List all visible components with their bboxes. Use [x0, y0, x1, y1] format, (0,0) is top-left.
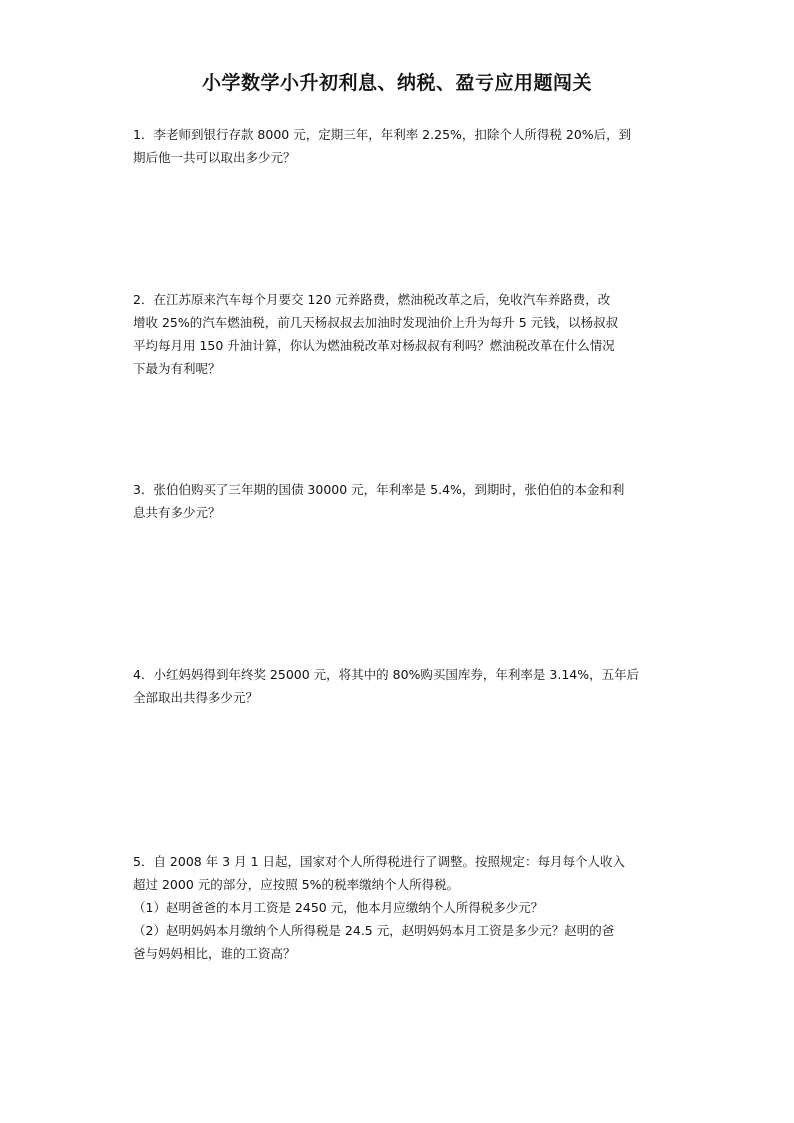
- document-title: 小学数学小升初利息、纳税、盈亏应用题闯关: [201, 72, 592, 94]
- question-2: [133, 288, 663, 380]
- question-3-line-2: 息共有多少元？: [133, 505, 221, 520]
- question-3: [133, 478, 663, 524]
- question-4: [133, 663, 663, 709]
- question-2-line-3: 平均每月用 150 升油计算，你认为燃油税改革对杨叔叔有利吗？燃油税改革在什么情况: [133, 338, 615, 353]
- question-5-line-1: 5．自 2008 年 3 月 1 日起，国家对个人所得税进行了调整。按照规定：每月每个人收入: [133, 854, 626, 869]
- question-5-sub-2-continued: 爸与妈妈相比，谁的工资高？: [133, 946, 296, 961]
- question-1-line-1: 1．李老师到银行存款 8000 元，定期三年，年利率 2.25%，扣除个人所得税 20%后，到: [133, 127, 632, 142]
- question-5-line-2: 超过 2000 元的部分，应按照 5%的税率缴纳个人所得税。: [133, 877, 460, 892]
- question-5-sub-1: （1）赵明爸爸的本月工资是 2450 元，他本月应缴纳个人所得税多少元？: [133, 900, 544, 915]
- question-2-line-2: 增收 25%的汽车燃油税，前几天杨叔叔去加油时发现油价上升为每升 5 元钱，以杨叔叔: [133, 315, 619, 330]
- question-2-line-4: 下最为有利呢？: [133, 361, 221, 376]
- question-4-line-2: 全部取出共得多少元？: [133, 690, 259, 705]
- question-3-line-1: 3．张伯伯购买了三年期的国债 30000 元，年利率是 5.4%，到期时，张伯伯的本金和利: [133, 482, 625, 497]
- question-2-line-1: 2．在江苏原来汽车每个月要交 120 元养路费，燃油税改革之后，免收汽车养路费，改: [133, 292, 611, 307]
- question-4-line-1: 4．小红妈妈得到年终奖 25000 元，将其中的 80%购买国库券，年利率是 3.14%，五年后: [133, 667, 640, 682]
- question-5: [133, 850, 663, 965]
- question-5-sub-2: （2）赵明妈妈本月缴纳个人所得税是 24.5 元，赵明妈妈本月工资是多少元？赵明的爸: [133, 923, 615, 938]
- question-1-line-2: 期后他一共可以取出多少元？: [133, 150, 296, 165]
- question-1: [133, 123, 663, 169]
